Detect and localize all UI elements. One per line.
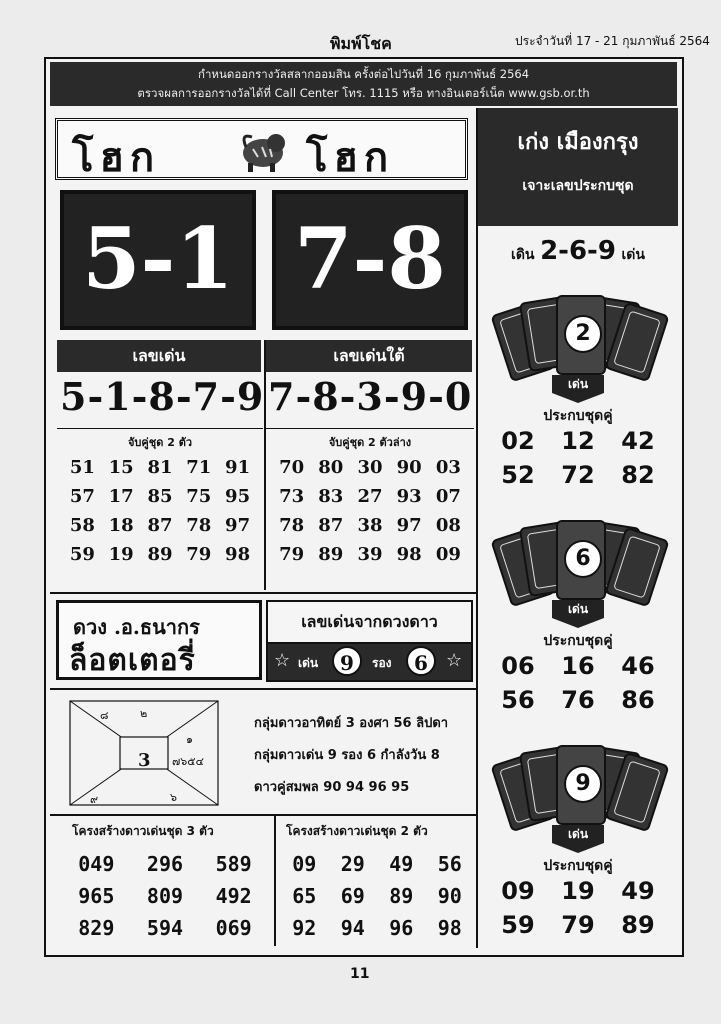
pair-number: 79 — [186, 544, 212, 565]
star-numbers-box — [266, 600, 473, 682]
pair-number: 03 — [435, 457, 461, 478]
group-number: 46 — [621, 652, 655, 680]
star-lead-label: เด่น — [298, 656, 319, 670]
pair-number: 97 — [396, 515, 422, 536]
pair-number: 58 — [69, 515, 95, 536]
horoscope-label: ๑ — [186, 733, 193, 746]
pair-number: 30 — [357, 457, 383, 478]
structure2-grid — [280, 852, 474, 940]
group-number: 56 — [501, 686, 535, 714]
pair-number: 71 — [186, 457, 212, 478]
astro-line-3: ดาวคู่สมพล 90 94 96 95 — [254, 780, 410, 795]
center-card — [556, 520, 606, 600]
pair-number: 81 — [147, 457, 173, 478]
group-number: 12 — [561, 427, 595, 455]
pair-number: 38 — [357, 515, 383, 536]
structure3-number: 049 — [78, 852, 115, 876]
title-right: โฮก — [306, 134, 395, 181]
structure3-number: 492 — [215, 884, 252, 908]
lottery-logo-line2: ล็อตเตอรี่ — [69, 643, 196, 678]
publication-name: พิมพ์โชค — [330, 34, 392, 53]
group-title: ประกบชุดคู่ — [543, 858, 613, 874]
pair-number: 78 — [279, 515, 305, 536]
structure2-number: 92 — [292, 916, 317, 940]
arrow-down-icon: เด่น — [552, 600, 604, 618]
group-number: 59 — [501, 911, 535, 939]
group-digit: 2 — [564, 315, 602, 353]
structure3-grid — [62, 852, 268, 940]
title-left: โฮก — [72, 134, 161, 181]
pair-number: 07 — [435, 486, 461, 507]
pair-number: 19 — [108, 544, 134, 565]
divider-middle — [50, 592, 476, 594]
structure3-number: 594 — [146, 916, 184, 940]
arrow-down-icon: เด่น — [552, 375, 604, 393]
structure2-number: 09 — [292, 852, 317, 876]
group-number: 16 — [561, 652, 595, 680]
pair-number: 17 — [108, 486, 134, 507]
pair-number: 73 — [279, 486, 305, 507]
pairs-top-panel — [57, 428, 263, 590]
right-lead-prefix: เดิน — [511, 247, 535, 263]
group-number: 49 — [621, 877, 655, 905]
pair-number: 78 — [186, 515, 212, 536]
pairs-bottom-grid — [266, 457, 474, 565]
group-number: 76 — [561, 686, 595, 714]
featured-low-digits: 7-8-3-9-0 — [268, 374, 473, 419]
pair-number: 79 — [279, 544, 305, 565]
structure2-number: 98 — [437, 916, 462, 940]
structure2-number: 65 — [292, 884, 317, 908]
group-number: 42 — [621, 427, 655, 455]
structure2-number: 94 — [340, 916, 365, 940]
pair-number: 80 — [318, 457, 344, 478]
structure2-number: 56 — [437, 852, 462, 876]
structure3-title: โครงสร้างดาวเด่นชุด 3 ตัว — [72, 824, 214, 838]
right-header — [478, 108, 678, 226]
pair-number: 83 — [318, 486, 344, 507]
star-icon: ☆ — [446, 650, 463, 671]
divider-structure — [50, 814, 476, 816]
pair-number: 98 — [225, 544, 251, 565]
star-runner-number: 6 — [406, 646, 436, 676]
star-runner-label: รอง — [372, 656, 392, 670]
group-number: 72 — [561, 461, 595, 489]
group-number: 79 — [561, 911, 595, 939]
pair-number: 70 — [279, 457, 305, 478]
pair-number: 15 — [108, 457, 134, 478]
structure3-number: 296 — [146, 852, 184, 876]
pair-number: 57 — [69, 486, 95, 507]
group-number: 06 — [501, 652, 535, 680]
pair-number: 95 — [225, 486, 251, 507]
pair-number: 59 — [69, 544, 95, 565]
lottery-logo — [56, 600, 262, 680]
pairs-top-grid — [57, 457, 263, 565]
star-box-title: เลขเด่นจากดวงดาว — [268, 602, 471, 644]
group-title: ประกบชุดคู่ — [543, 408, 613, 424]
lottery-logo-line1: ดวง .อ.ธนากร — [73, 615, 200, 639]
structure3-number: 829 — [78, 916, 115, 940]
pair-number: 18 — [108, 515, 134, 536]
divider-lower — [50, 688, 476, 690]
pair-number: 90 — [396, 457, 422, 478]
group-number: 02 — [501, 427, 535, 455]
astro-line-1: กลุ่มดาวอาทิตย์ 3 องศา 56 ลิปดา — [254, 716, 449, 731]
pair-number: 27 — [357, 486, 383, 507]
tiger-icon — [238, 127, 288, 173]
structure3-number: 589 — [215, 852, 252, 876]
pair-number: 51 — [69, 457, 95, 478]
star-icon: ☆ — [274, 650, 291, 671]
group-title: ประกบชุดคู่ — [543, 633, 613, 649]
pair-number: 75 — [186, 486, 212, 507]
pairs-bottom-title: จับคู่ชุด 2 ตัวล่าง — [328, 436, 412, 449]
horoscope-label: ๙ — [90, 793, 99, 806]
group-numbers — [488, 652, 668, 714]
structure2-title: โครงสร้างดาวเด่นชุด 2 ตัว — [286, 824, 428, 838]
right-lead-digits: 2-6-9 — [540, 236, 616, 266]
horoscope-label: ๘ — [100, 709, 109, 722]
group-number: 86 — [621, 686, 655, 714]
featured-digits: 5-1-8-7-9 — [60, 374, 265, 419]
pair-number: 91 — [225, 457, 251, 478]
right-lead — [478, 236, 678, 266]
title-box — [55, 118, 468, 180]
group-number: 19 — [561, 877, 595, 905]
big-number-2: 7-8 — [272, 190, 468, 330]
pairs-top-title: จับคู่ชุด 2 ตัว — [127, 436, 193, 449]
pairs-bottom-panel — [266, 428, 474, 590]
center-card — [556, 745, 606, 825]
structure3-number: 965 — [78, 884, 115, 908]
star-lead-number: 9 — [332, 646, 362, 676]
page-number: 11 — [350, 966, 370, 982]
right-column — [478, 108, 678, 948]
pair-number: 08 — [435, 515, 461, 536]
card-fan — [500, 743, 660, 833]
group-number: 82 — [621, 461, 655, 489]
banner-line-1: กำหนดออกรางวัลสลากออมสิน ครั้งต่อไปวันที่ 16 กุมภาพันธ์ 2564 — [197, 67, 530, 81]
horoscope-label: ๒ — [140, 707, 148, 720]
pair-number: 87 — [318, 515, 344, 536]
arrow-down-icon: เด่น — [552, 825, 604, 843]
pair-number: 87 — [147, 515, 173, 536]
featured-header: เลขเด่น — [57, 340, 261, 372]
pair-number: 39 — [357, 544, 383, 565]
featured-low-header: เลขเด่นใต้ — [266, 340, 472, 372]
group-number: 89 — [621, 911, 655, 939]
pair-number: 89 — [318, 544, 344, 565]
card-fan — [500, 293, 660, 383]
pair-number: 85 — [147, 486, 173, 507]
structure2-number: 89 — [389, 884, 414, 908]
structure3-number: 069 — [215, 916, 252, 940]
right-name: เก่ง เมืองกรุง — [517, 130, 639, 155]
card-fan — [500, 518, 660, 608]
pair-number: 98 — [396, 544, 422, 565]
group-digit: 9 — [564, 765, 602, 803]
structure-divider — [274, 814, 276, 946]
star-row — [268, 644, 471, 680]
group-digit: 6 — [564, 540, 602, 578]
horoscope-center: 3 — [138, 750, 151, 771]
structure3-number: 809 — [146, 884, 184, 908]
structure2-number: 29 — [340, 852, 365, 876]
big-number-1: 5-1 — [60, 190, 256, 330]
group-numbers — [488, 427, 668, 489]
group-number: 52 — [501, 461, 535, 489]
pair-number: 89 — [147, 544, 173, 565]
center-card — [556, 295, 606, 375]
pair-number: 09 — [435, 544, 461, 565]
structure2-number: 96 — [389, 916, 414, 940]
horoscope-label: ๖ — [170, 791, 177, 804]
structure2-number: 49 — [389, 852, 414, 876]
right-lead-suffix: เด่น — [621, 247, 645, 263]
pair-number: 97 — [225, 515, 251, 536]
group-number: 09 — [501, 877, 535, 905]
group-numbers — [488, 877, 668, 939]
banner-line-2: ตรวจผลการออกรางวัลได้ที่ Call Center โทร. 1115 หรือ ทางอินเตอร์เน็ต www.gsb.or.th — [137, 86, 590, 100]
astro-line-2: กลุ่มดาวเด่น 9 รอง 6 กำลังวัน 8 — [254, 748, 440, 763]
structure2-number: 69 — [340, 884, 365, 908]
pair-number: 93 — [396, 486, 422, 507]
structure2-number: 90 — [437, 884, 462, 908]
gsb-banner — [50, 62, 677, 106]
right-subtitle: เจาะเลขประกบชุด — [522, 178, 634, 194]
issue-date: ประจำวันที่ 17 - 21 กุมภาพันธ์ 2564 — [515, 34, 710, 48]
horoscope-label: ๗๖๕๔ — [172, 755, 204, 768]
